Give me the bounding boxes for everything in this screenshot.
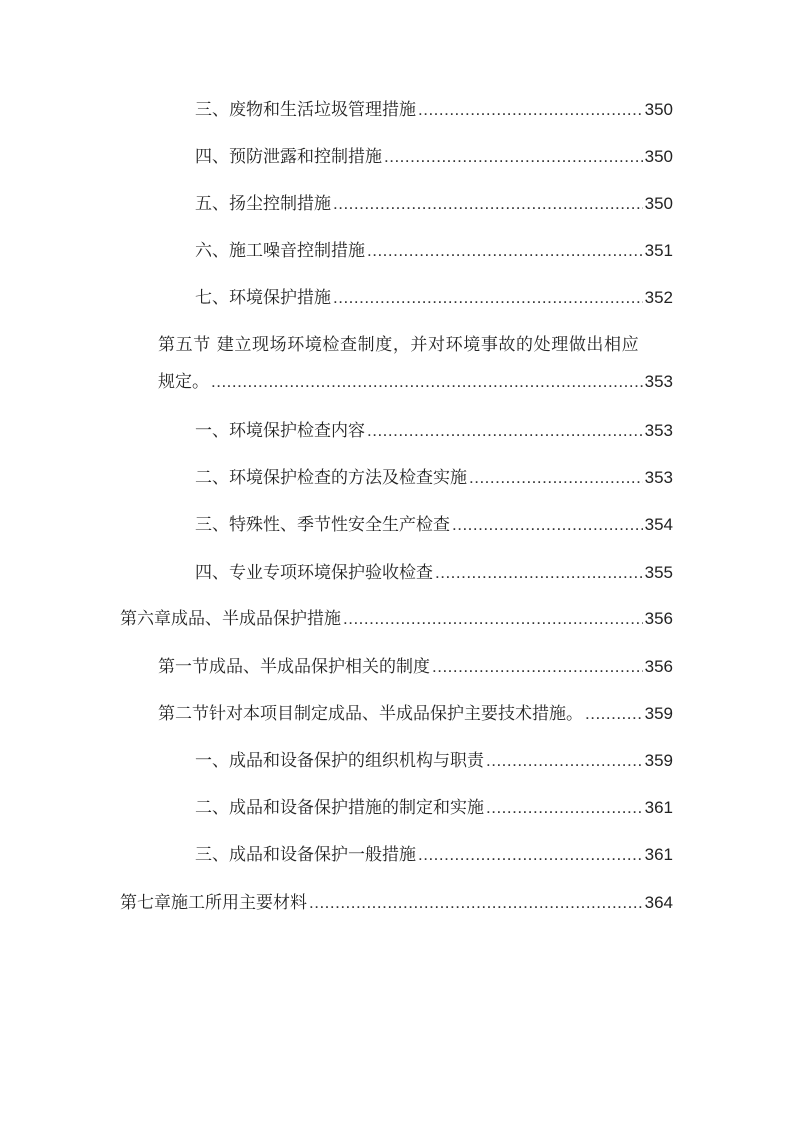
toc-entry-number: 三、 [195,100,229,120]
dot-leader [367,421,643,441]
toc-entry-title: 特殊性、季节性安全生产检查 [229,515,450,535]
toc-entry-number: 三、 [195,515,229,535]
toc-entry-page: 361 [644,798,673,817]
dot-leader [333,194,643,214]
dot-leader [367,241,643,261]
dot-leader [486,798,643,818]
toc-entry-number: 二、 [195,468,229,488]
toc-entry-page: 353 [644,421,673,440]
toc-entry-page: 356 [644,609,673,628]
toc-entry[interactable] [195,798,673,818]
toc-entry[interactable] [195,421,673,441]
dot-leader [418,100,643,120]
toc-entry-page: 352 [644,288,673,307]
dot-leader [585,704,643,724]
toc-entry-chapter[interactable] [120,893,673,913]
toc-entry-page: 350 [644,194,673,213]
toc-entry-number: 一、 [195,751,229,771]
toc-entry-section[interactable] [158,657,673,677]
toc-entry-number: 二、 [195,798,229,818]
toc-entry-page: 361 [644,845,673,864]
toc-entry-number: 第六章 [120,609,171,629]
toc-entry-title: 预防泄露和控制措施 [229,147,382,167]
dot-leader [333,288,643,308]
toc-entry-title: 废物和生活垃圾管理措施 [229,100,416,120]
toc-entry-title: 施工所用主要材料 [171,893,307,913]
toc-entry-number: 五、 [195,194,229,214]
toc-entry-page: 353 [644,468,673,487]
toc-entry-page: 364 [644,893,673,912]
toc-entry-number: 六、 [195,241,229,261]
dot-leader [486,751,643,771]
toc-entry-number: 四、 [195,563,229,583]
toc-entry-section[interactable] [158,704,673,724]
toc-entry-number: 第七章 [120,893,171,913]
toc-entry-page: 355 [644,563,673,582]
toc-entry[interactable] [195,515,673,535]
toc-entry-number: 第五节 [158,335,211,355]
toc-entry[interactable] [195,288,673,308]
toc-entry[interactable] [195,100,673,120]
toc-entry-page: 359 [644,704,673,723]
dot-leader [435,563,643,583]
dot-leader [309,893,643,913]
toc-entry-section-5-line1[interactable] [158,335,673,355]
toc-entry-page: 351 [644,241,673,260]
toc-entry-number: 第一节 [158,657,209,677]
toc-entry-page: 350 [644,100,673,119]
toc-entry-number: 七、 [195,288,229,308]
dot-leader [211,372,643,392]
toc-entry-title: 环境保护检查内容 [229,421,365,441]
toc-entry-page: 359 [644,751,673,770]
toc-entry[interactable] [195,241,673,261]
dot-leader [343,609,643,629]
toc-entry-page: 350 [644,147,673,166]
dot-leader [452,515,643,535]
toc-entry[interactable] [195,147,673,167]
dot-leader [418,845,643,865]
toc-entry-title: 专业专项环境保护验收检查 [229,563,433,583]
toc-entry[interactable] [195,468,673,488]
toc-entry-title: 成品和设备保护措施的制定和实施 [229,798,484,818]
dot-leader [469,468,643,488]
toc-entry-number: 四、 [195,147,229,167]
toc-entry-title: 建立现场环境检查制度，并对环境事故的处理做出相应 [216,335,640,355]
toc-entry-title: 成品和设备保护的组织机构与职责 [229,751,484,771]
dot-leader [432,657,643,677]
toc-entry-title: 扬尘控制措施 [229,194,331,214]
toc-entry-number: 第二节 [158,704,209,724]
toc-entry-title: 环境保护检查的方法及检查实施 [229,468,467,488]
toc-entry-page: 356 [644,657,673,676]
toc-entry-chapter[interactable] [120,609,673,629]
toc-entry-title: 环境保护措施 [229,288,331,308]
toc-entry-page: 354 [644,515,673,534]
toc-entry-number: 一、 [195,421,229,441]
toc-entry-page: 353 [644,372,673,391]
toc-entry[interactable] [195,194,673,214]
toc-entry-title-continued: 规定。 [158,372,209,392]
toc-entry-number: 三、 [195,845,229,865]
toc-entry-title: 施工噪音控制措施 [229,241,365,261]
toc-entry[interactable] [195,751,673,771]
toc-entry-title: 针对本项目制定成品、半成品保护主要技术措施。 [209,704,583,724]
dot-leader [384,147,643,167]
toc-entry[interactable] [195,563,673,583]
toc-entry-title: 成品和设备保护一般措施 [229,845,416,865]
toc-entry-title: 成品、半成品保护措施 [171,609,341,629]
toc-entry[interactable] [195,845,673,865]
toc-entry-title: 成品、半成品保护相关的制度 [209,657,430,677]
toc-entry-section-5-line2[interactable] [158,372,673,392]
